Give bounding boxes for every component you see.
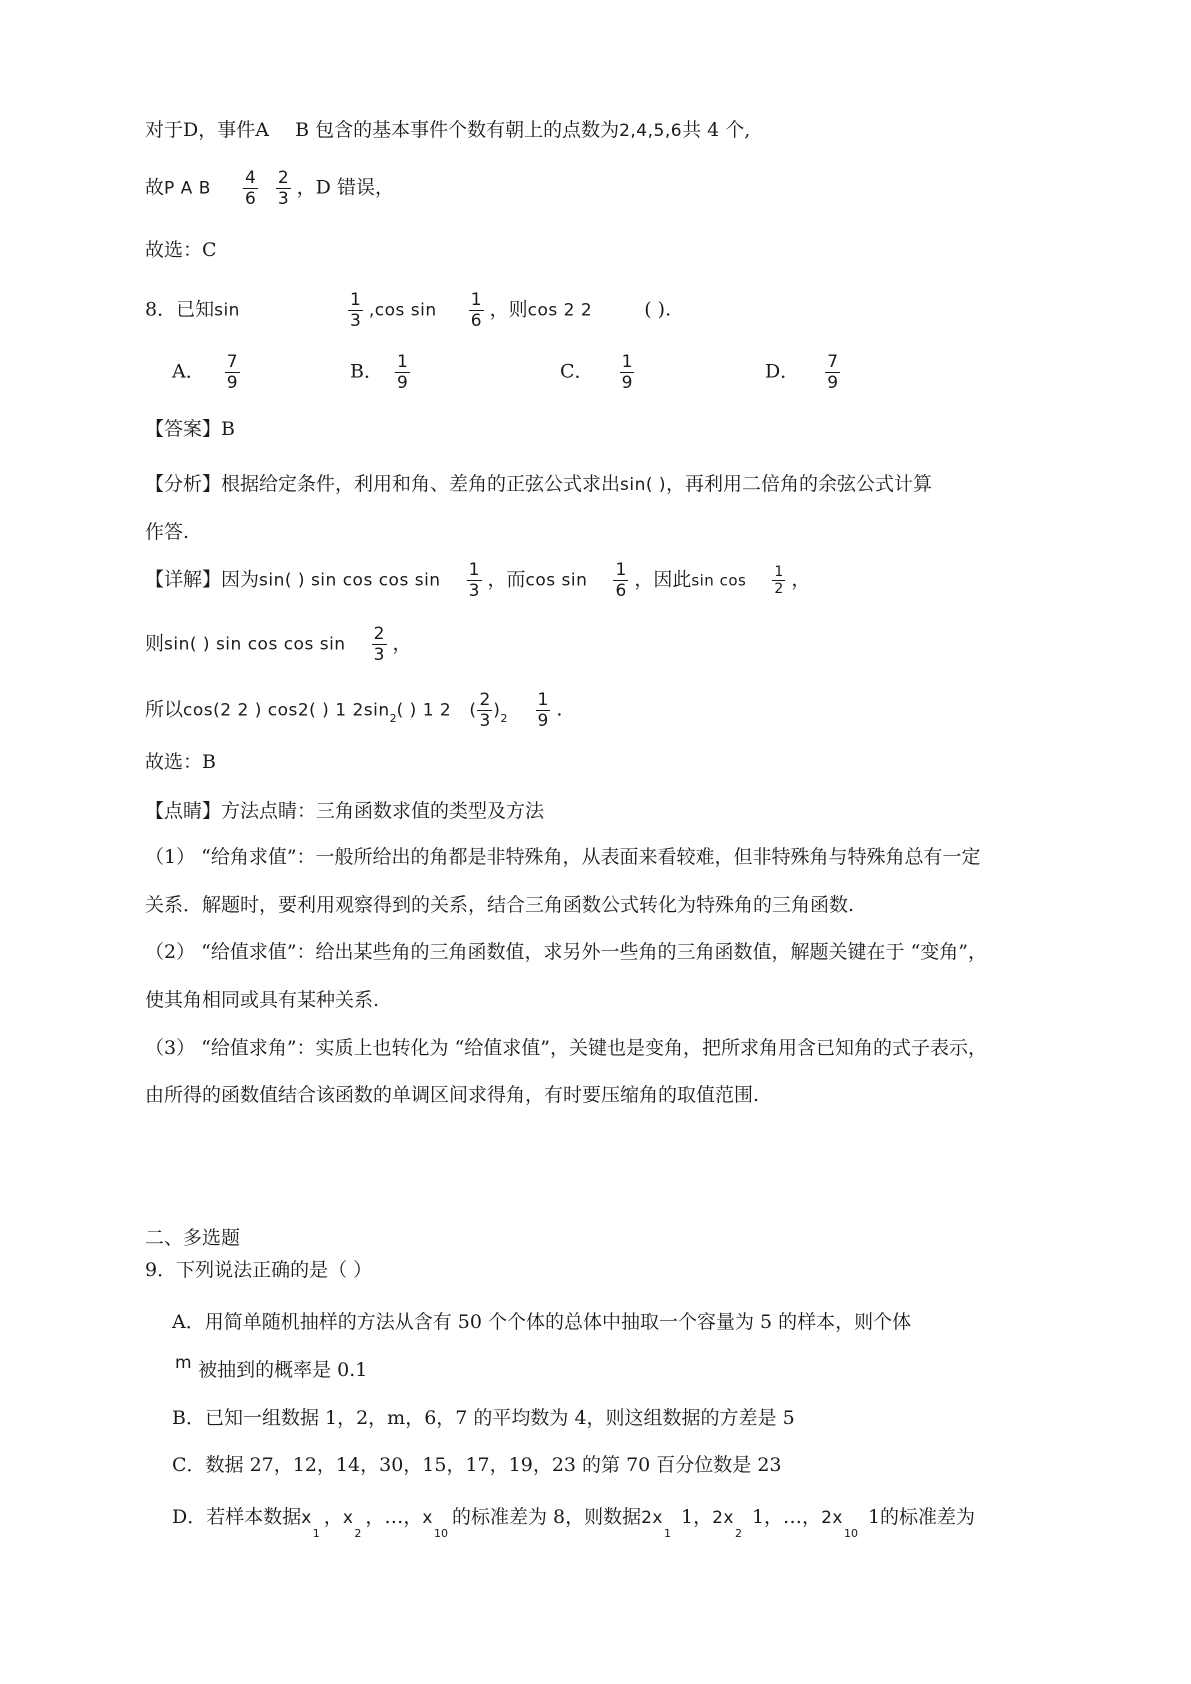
- text: 则: [145, 632, 165, 655]
- math-expr: sin( ) sin cos cos sin: [259, 570, 441, 591]
- fraction: $\frac{1}{3}$: [350, 290, 361, 331]
- q9-option-a-line-2: [175, 1353, 368, 1383]
- math-expr: 2x: [821, 1508, 843, 1528]
- paren-close: ): [493, 700, 501, 721]
- text: ，: [323, 1506, 343, 1528]
- fraction: $\frac{7}{9}$: [226, 352, 238, 393]
- subscript: 2: [734, 1527, 742, 1540]
- q8-option-c: C． $\frac{1}{9}$: [560, 352, 633, 393]
- text: ，: [791, 568, 811, 591]
- text: ( ).: [644, 298, 672, 321]
- math-expr: sin cos: [691, 571, 747, 590]
- subscript: 10: [433, 1527, 448, 1540]
- text: ，: [392, 632, 412, 655]
- math-expr: sin: [214, 300, 240, 321]
- math-expr: 2x: [712, 1508, 734, 1528]
- question-9: 9．下列说法正确的是（ ）: [145, 1259, 373, 1281]
- choose-line: 故选：B: [145, 751, 216, 773]
- math-expr: 2x: [641, 1508, 663, 1528]
- subscript: 2: [354, 1527, 362, 1540]
- text: ，…，: [365, 1506, 423, 1528]
- text: 1，: [680, 1506, 713, 1528]
- analysis-line-2: 作答.: [145, 521, 190, 543]
- text: ，则: [489, 298, 528, 321]
- math-var: x: [342, 1508, 354, 1528]
- math-expr: cos 2 2: [527, 300, 593, 321]
- q9-option-c: C．数据 27，12，14，30，15，17，19，23 的第 70 百分位数是 23: [172, 1454, 782, 1476]
- text: 故: [145, 176, 165, 199]
- q9-option-a-line-1: A．用简单随机抽样的方法从含有 50 个个体的总体中抽取一个容量为 5 的样本，则个体: [172, 1311, 912, 1333]
- text: 共 4 个,: [682, 119, 751, 141]
- text: B 包含的基本事件个数有朝上的点数为: [295, 119, 620, 141]
- tip-p2-line-2: 使其角相同或具有某种关系.: [145, 989, 380, 1011]
- math-expr: P A B: [164, 178, 211, 199]
- math-expr: cos sin: [525, 570, 588, 591]
- subscript: 1: [312, 1527, 320, 1540]
- text: 的标准差为: [880, 1506, 976, 1528]
- fraction: $\frac{2}{3}$: [479, 690, 491, 731]
- exponent: 2: [500, 711, 508, 725]
- text: 8．已知: [145, 298, 215, 321]
- math-numbers: 2,4,5,6: [619, 121, 683, 141]
- tip-p3-line-2: 由所得的函数值结合该函数的单调区间求得角，有时要压缩角的取值范围.: [145, 1084, 760, 1106]
- question-8: [145, 290, 671, 331]
- answer-line: 【答案】B: [145, 418, 235, 440]
- subscript: 1: [663, 1527, 671, 1540]
- q9-option-b: B．已知一组数据 1，2，m，6，7 的平均数为 4，则这组数据的方差是 5: [172, 1407, 795, 1429]
- math-expr: ,cos sin: [368, 300, 437, 321]
- q8-option-d: D． $\frac{7}{9}$: [765, 352, 839, 393]
- fraction: $\frac{1}{6}$: [470, 290, 482, 331]
- text: 所以: [145, 698, 184, 721]
- text: ，D 错误，: [296, 176, 394, 199]
- paren-open: (: [469, 700, 477, 721]
- text: 1，…，: [751, 1506, 822, 1528]
- math-expr: ( ) 1 2: [396, 700, 452, 721]
- text: 对于D，事件A: [145, 119, 269, 141]
- q8-option-b: B． $\frac{1}{9}$: [350, 352, 408, 393]
- q9-option-d: [172, 1505, 976, 1540]
- text: 被抽到的概率是 0.1: [198, 1359, 368, 1381]
- detail-line-1: [145, 560, 810, 601]
- fraction: $\frac{4}{6}$: [244, 168, 256, 209]
- math-expr: cos(2 2 ) cos2( ) 1 2sin: [183, 700, 390, 721]
- math-expr: sin( ): [620, 475, 667, 495]
- fraction: $\frac{1}{3}$: [468, 560, 480, 601]
- detail-line-2: [145, 624, 412, 665]
- text: ，而: [487, 568, 526, 591]
- tip-p2-line-1: （2） “给值求值”：给出某些角的三角函数值，求另外一些角的三角函数值，解题关键在于 “变角”，: [145, 941, 988, 963]
- text: D．若样本数据: [172, 1506, 302, 1528]
- fraction: $\frac{1}{9}$: [621, 352, 633, 393]
- math-expr: sin( ) sin cos cos sin: [164, 634, 346, 655]
- text: ，再利用二倍角的余弦公式计算: [666, 473, 933, 495]
- tip-p1-line-2: 关系．解题时，要利用观察得到的关系，结合三角函数公式转化为特殊角的三角函数.: [145, 894, 855, 916]
- fraction: $\frac{7}{9}$: [827, 352, 839, 393]
- text: ，因此: [634, 568, 692, 591]
- detail-line-3: [145, 690, 562, 731]
- math-var: m: [175, 1353, 193, 1373]
- subscript: 10: [843, 1527, 858, 1540]
- math-var: x: [301, 1508, 312, 1528]
- probability-line: [145, 168, 394, 209]
- fraction: $\frac{1}{9}$: [397, 352, 408, 393]
- text: 【详解】因为: [145, 568, 260, 591]
- fraction: $\frac{2}{3}$: [373, 624, 385, 665]
- answer-choice-line: 故选：C: [145, 239, 217, 261]
- text: 【分析】根据给定条件，利用和角、差角的正弦公式求出: [145, 473, 621, 495]
- tip-heading: 【点睛】方法点睛：三角函数求值的类型及方法: [145, 800, 545, 822]
- fraction: $\frac{1}{2}$: [774, 564, 784, 597]
- q8-option-a: A． $\frac{7}{9}$: [172, 352, 238, 393]
- event-d-line: [145, 118, 750, 143]
- math-var: x: [422, 1508, 433, 1528]
- tip-p3-line-1: （3） “给值求角”：实质上也转化为 “给值求值”，关键也是变角，把所求角用含已知角的式子表示，: [145, 1037, 988, 1059]
- analysis-line-1: [145, 472, 932, 497]
- text: 1: [867, 1506, 881, 1528]
- section-heading: 二、多选题: [145, 1227, 241, 1249]
- fraction: $\frac{1}{9}$: [537, 690, 549, 731]
- text: 的标准差为 8，则数据: [451, 1506, 642, 1528]
- fraction: $\frac{2}{3}$: [277, 168, 289, 209]
- text: .: [556, 698, 563, 721]
- fraction: $\frac{1}{6}$: [615, 560, 627, 601]
- tip-p1-line-1: （1） “给角求值”：一般所给出的角都是非特殊角，从表面来看较难，但非特殊角与特殊角总有一定: [145, 846, 981, 868]
- exponent: 2: [389, 711, 397, 725]
